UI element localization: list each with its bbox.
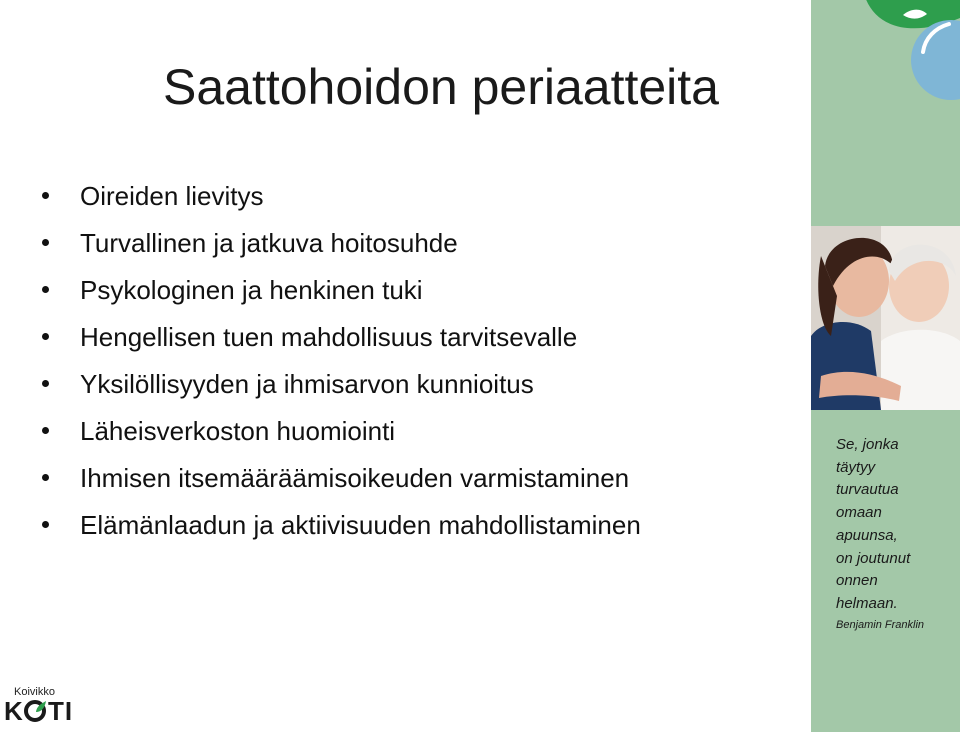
bullet-dot-icon	[42, 333, 49, 340]
bullet-dot-icon	[42, 239, 49, 246]
bullet-text: Hengellisen tuen mahdollisuus tarvitsevalle	[80, 322, 578, 352]
logo-letters-ti: TI	[48, 696, 74, 726]
bullet-dot-icon	[42, 192, 49, 199]
quote-line: täytyy	[836, 458, 876, 476]
quote-line: omaan	[836, 504, 882, 522]
leaf-icon	[811, 0, 960, 110]
leaf-o-icon	[23, 699, 47, 723]
quote-line: on joutunut	[836, 549, 911, 567]
quote-line: onnen	[836, 572, 878, 590]
bullet-text: Yksilöllisyyden ja ihmisarvon kunnioitus	[80, 369, 534, 399]
list-item	[42, 411, 641, 458]
quote-line: turvautua	[836, 481, 899, 499]
logo-wordmark	[4, 696, 84, 726]
list-item	[42, 270, 641, 317]
list-item	[42, 223, 641, 270]
quote-sidebar	[811, 0, 960, 732]
bullet-text: Ihmisen itsemääräämisoikeuden varmistaminen	[80, 463, 630, 493]
caregiver-photo	[811, 226, 960, 410]
bullet-text: Psykologinen ja henkinen tuki	[80, 275, 423, 305]
bullet-text: Läheisverkoston huomiointi	[80, 416, 396, 446]
bullet-text: Elämänlaadun ja aktiivisuuden mahdollistaminen	[80, 510, 641, 540]
bullet-dot-icon	[42, 380, 49, 387]
list-item	[42, 458, 641, 505]
logo-small-text: Koivikko	[14, 686, 55, 698]
bullet-dot-icon	[42, 474, 49, 481]
quote-author: Benjamin Franklin	[836, 619, 925, 631]
quote-line: apuunsa,	[836, 526, 898, 544]
list-item	[42, 364, 641, 411]
quote-text	[836, 434, 960, 616]
list-item	[42, 317, 641, 364]
logo-letter-k: K	[4, 696, 24, 726]
bullet-dot-icon	[42, 521, 49, 528]
quote-line: helmaan.	[836, 594, 898, 612]
bullet-text: Oireiden lievitys	[80, 181, 264, 211]
slide-title: Saattohoidon periaatteita	[163, 59, 719, 115]
list-item	[42, 176, 641, 223]
quote-line: Se, jonka	[836, 436, 899, 453]
caregiver-illustration	[811, 226, 960, 410]
bullet-text: Turvallinen ja jatkuva hoitosuhde	[80, 228, 458, 258]
list-item	[42, 505, 641, 552]
bullet-dot-icon	[42, 427, 49, 434]
bullet-list	[42, 176, 641, 552]
bullet-dot-icon	[42, 286, 49, 293]
